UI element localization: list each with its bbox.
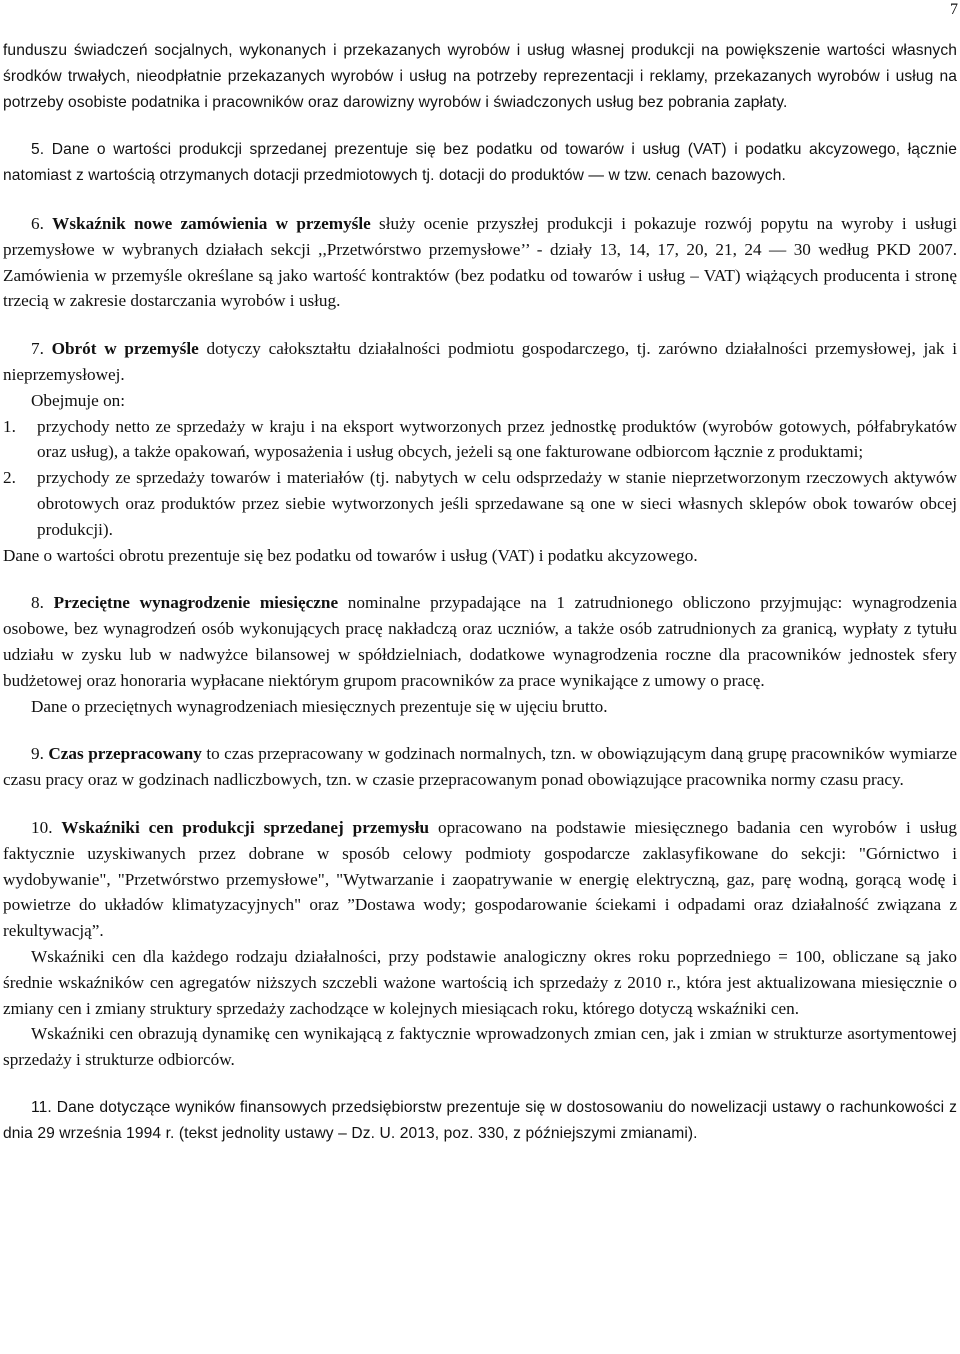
list-item-number: 2. [3, 468, 16, 488]
section-10 [3, 815, 957, 944]
section-text: Dane o wartości produkcji sprzedanej prezentuje się bez podatku od towarów i usług (VAT) i podatku akcyzowego, łącznie natomiast z wartością otrzymanych dotacji przedmiotowych tj. dotacji do produktów — w tzw. cenach bazowych. [3, 141, 957, 185]
section-7-footer: Dane o wartości obrotu prezentuje się bez podatku od towarów i usług (VAT) i podatku akcyzowego. [3, 545, 698, 565]
section-10-paragraph-3: Wskaźniki cen obrazują dynamikę cen wynikającą z faktycznie wprowadzonych zmian cen, jak i zmian w strukturze asortymentowej sprzedaży i strukturze odbiorców. [3, 1024, 957, 1070]
section-11 [3, 1095, 957, 1147]
page-number: 7 [950, 1, 958, 18]
section-number: 10. [31, 817, 53, 837]
section-number: 6. [31, 213, 44, 233]
section-number: 7. [31, 339, 44, 359]
section-8 [3, 590, 957, 693]
section-term: Wskaźniki cen produkcji sprzedanej przemysłu [61, 817, 430, 837]
section-number: 11. [31, 1098, 52, 1116]
section-9 [3, 741, 957, 793]
section-number: 9. [31, 744, 44, 764]
list-item-number: 1. [3, 416, 16, 436]
includes-label: Obejmuje on: [31, 390, 126, 410]
section-term: Przeciętne wynagrodzenie miesięczne [53, 593, 339, 613]
intro-paragraph: funduszu świadczeń socjalnych, wykonanych i przekazanych wyrobów i usług własnej produkcji na powiększenie wartości własnych środków trwałych, nieodpłatnie przekazanych wyrobów i usług na potrzeby reprezentacji i reklamy, przekazanych wyrobów i usług na potrzeby osobiste podatnika i pracowników oraz darowizny wyrobów i świadczonych usług bez pobrania zapłaty. [3, 42, 957, 111]
section-8-note: Dane o przeciętnych wynagrodzeniach miesięcznych prezentuje się w ujęciu brutto. [31, 696, 608, 716]
document-body [3, 38, 957, 1146]
section-7 [3, 336, 957, 388]
section-10-paragraph-2: Wskaźniki cen dla każdego rodzaju działalności, przy podstawie analogiczny okres roku poprzedniego = 100, obliczane są jako średnie wskaźników cen agregatów niższych szczebli ważone wartością ich sprzedaży z 2010 r., która jest aktualizowana miesięcznie o zmiany cen i zmiany struktury sprzedaży zachodzące w kolejnych miesiącach roku, którego dotyczą wskaźniki cen. [3, 946, 957, 1018]
section-6 [3, 211, 957, 314]
section-text: Dane dotyczące wyników finansowych przedsiębiorstw prezentuje się w dostosowaniu do nowelizacji ustawy o rachunkowości z dnia 29 września 1994 r. (tekst jednolity ustawy – Dz. U. 2013, poz. 330, z późniejszymi zmianami). [3, 1098, 957, 1142]
section-term: Obrót w przemyśle [51, 339, 199, 359]
section-term: Czas przepracowany [48, 744, 202, 764]
section-text: służy ocenie przyszłej produkcji i pokazuje rozwój popytu na wyroby i usługi przemysłowe w wybranych działach sekcji ,,Przetwórstwo przemysłowe’’ - działy 13, 14, 17, 20, 21, 24 — 30 według PKD 2007. Zamówienia w przemyśle określane są jako wartość kontraktów (bez podatku od towarów i usług – VAT) wiążących producenta i stronę trzecią w zakresie dostarczania wyrobów i usług. [3, 213, 957, 311]
section-text: to czas przepracowany w godzinach normalnych, tzn. w obowiązującym daną grupę pracowników wymiarze czasu pracy oraz w godzinach nadliczbowych, tzn. w czasie przepracowanym ponad obowiązujące pracownika normy czasu pracy. [3, 744, 958, 790]
section-text: opracowano na podstawie miesięcznego badania cen wyrobów i usług faktycznie uzyskiwanych przez dobrane w sposób celowy podmioty gospodarcze zaklasyfikowane do sekcji: "Górnictwo i wydobywanie", "Przetwórstwo przemysłowe", "Wytwarzanie i zaopatrywanie w energię elektryczną, gaz, parę wodną, gorącą wodę i powietrze do układów klimatyzacyjnych" oraz ”Dostawa wody; gospodarowanie ściekami i odpadami oraz działalność związana z rekultywacją”. [3, 817, 957, 941]
section-term: Wskaźnik nowe zamówienia w przemyśle [52, 213, 371, 233]
section-text: nominalne przypadające na 1 zatrudnionego obliczono przyjmując: wynagrodzenia osobowe, bez wynagrodzeń osób wykonujących pracę nakładczą oraz uczniów, a także osób zatrudnionych za granicą, wypłaty z tytułu udziału w zysku lub w nadwyżce bilansowej w spółdzielniach, dodatkowe wynagrodzenia roczne dla pracowników jednostek sfery budżetowej oraz honoraria wypłacane niektórym grupom pracowników za prace wynikające z umowy o pracę. [3, 593, 957, 690]
list-item-text: przychody ze sprzedaży towarów i materiałów (tj. nabytych w celu odsprzedaży w stanie nieprzetworzonym rzeczowych aktywów obrotowych oraz produktów przez siebie wytworzonych jeśli sprzedawane są one w sieci własnych sklepów obok towarów obcej produkcji). [37, 468, 957, 539]
section-text: dotyczy całokształtu działalności podmiotu gospodarczego, tj. zarówno działalności przemysłowej, jak i nieprzemysłowej. [3, 339, 957, 384]
section-number: 5. [31, 141, 45, 159]
list-item-text: przychody netto ze sprzedaży w kraju i na eksport wytworzonych przez jednostkę produktów (wyrobów gotowych, półfabrykatów oraz usług), a także opakowań, wyposażenia i usług obcych, jeżeli są one fakturowane odbiorcom łącznie z produktami; [37, 416, 957, 462]
list-item [3, 465, 957, 542]
section-number: 8. [31, 593, 44, 613]
section-5 [3, 137, 957, 189]
list-item [3, 414, 957, 466]
